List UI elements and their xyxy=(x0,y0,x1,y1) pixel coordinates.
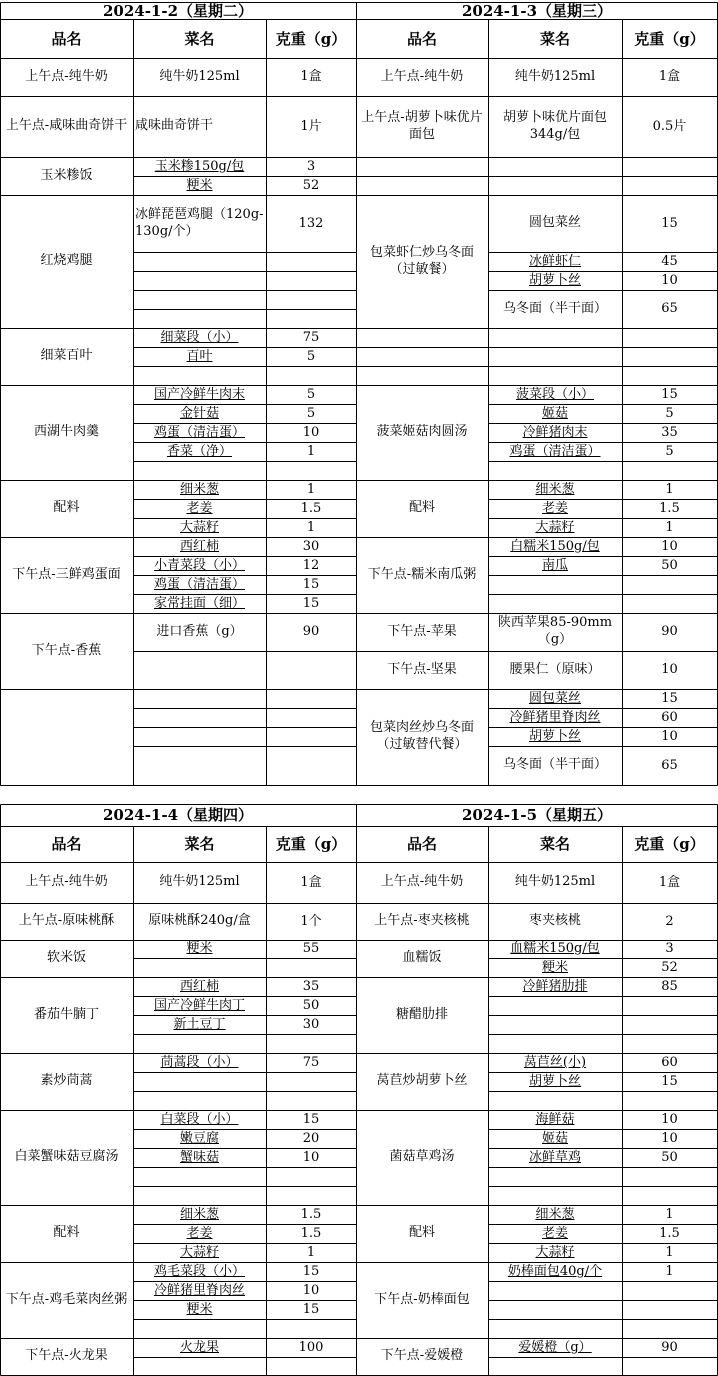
ingredient-weight: 10 xyxy=(661,273,678,288)
ingredient-weight: 5 xyxy=(306,387,316,402)
ingredient-weight: 15 xyxy=(302,596,320,611)
dish-name: 下午点-奶棒面包 xyxy=(374,1291,470,1307)
dish-name: 番茄牛腩丁 xyxy=(33,1006,99,1022)
ingredient-weight: 1.5 xyxy=(659,1226,680,1241)
ingredient-weight: 1.5 xyxy=(659,501,680,516)
ingredient-weight: 10 xyxy=(302,1283,320,1298)
ingredient-name: 枣夹核桃 xyxy=(528,913,581,929)
dish-name: 软米饭 xyxy=(46,950,86,966)
ingredient-name: 菠菜段（小） xyxy=(515,387,594,402)
column-header-dish: 品名 xyxy=(51,835,82,853)
ingredient-weight: 5 xyxy=(306,349,316,364)
ingredient-name: 家常挂面（细） xyxy=(153,596,245,611)
column-header-dish: 品名 xyxy=(51,30,82,48)
ingredient-weight: 55 xyxy=(302,941,320,956)
ingredient-weight: 132 xyxy=(298,216,324,231)
ingredient-weight: 65 xyxy=(661,301,678,316)
ingredient-weight: 1 xyxy=(665,1207,674,1222)
dish-name: 细菜百叶 xyxy=(40,348,93,364)
ingredient-name: 圆包菜丝 xyxy=(528,691,581,706)
ingredient-name: 鸡毛菜段（小） xyxy=(153,1264,245,1279)
ingredient-weight: 1 xyxy=(306,444,316,459)
ingredient-name: 胡萝卜丝 xyxy=(528,1074,581,1089)
dish-name: 红烧鸡腿 xyxy=(40,253,93,269)
ingredient-name: 姬菇 xyxy=(541,406,568,421)
ingredient-weight: 1 xyxy=(665,1245,674,1260)
ingredient-weight: 5 xyxy=(665,444,674,459)
ingredient-weight: 20 xyxy=(302,1131,320,1146)
ingredient-weight: 52 xyxy=(661,960,678,975)
ingredient-name: 海鲜菇 xyxy=(535,1112,575,1127)
ingredient-weight: 15 xyxy=(661,216,678,231)
ingredient-weight: 1盒 xyxy=(300,69,322,84)
day-header-fri: 2024-1-5（星期五） xyxy=(461,806,613,824)
ingredient-weight: 30 xyxy=(302,1017,320,1032)
dish-name: 配料 xyxy=(53,1225,80,1241)
dish-name: 糖醋肋排 xyxy=(395,1006,448,1022)
column-header-ingredient: 菜名 xyxy=(184,835,215,853)
ingredient-name: 爱媛橙（g） xyxy=(518,1340,592,1355)
ingredient-name: 大蒜籽 xyxy=(535,520,575,535)
ingredient-name: 粳米 xyxy=(186,1302,213,1317)
ingredient-name: 奶棒面包40g/个 xyxy=(507,1264,603,1279)
dish-name: 上午点-咸味曲奇饼干 xyxy=(5,118,128,134)
ingredient-name: 白糯米150g/包 xyxy=(510,539,600,554)
ingredient-weight: 3 xyxy=(306,159,316,174)
ingredient-weight: 90 xyxy=(302,624,320,639)
ingredient-weight: 85 xyxy=(661,979,678,994)
dish-name: 上午点-原味桃酥 xyxy=(18,913,115,929)
dish-name: 下午点-鸡毛菜肉丝粥 xyxy=(5,1291,128,1307)
ingredient-weight: 1 xyxy=(665,520,674,535)
ingredient-name: 冷鲜猪里脊肉丝 xyxy=(153,1283,245,1298)
ingredient-weight: 0.5片 xyxy=(652,119,687,134)
ingredient-name: 胡萝卜丝 xyxy=(528,273,581,288)
day-header-wed: 2024-1-3（星期三） xyxy=(461,2,613,20)
dish-name: 下午点-火龙果 xyxy=(25,1348,108,1364)
ingredient-name: 蟹味菇 xyxy=(179,1150,219,1165)
ingredient-weight: 1 xyxy=(306,1245,316,1260)
dish-name: 上午点-纯牛奶 xyxy=(25,68,108,84)
ingredient-name: 冷鲜猪肋排 xyxy=(522,979,588,994)
ingredient-name: 火龙果 xyxy=(179,1340,219,1355)
ingredient-weight: 10 xyxy=(661,539,678,554)
column-header-ingredient: 菜名 xyxy=(539,835,570,853)
ingredient-weight: 15 xyxy=(661,691,678,706)
ingredient-name: 纯牛奶125ml xyxy=(159,68,240,84)
ingredient-name: 大蒜籽 xyxy=(179,1245,219,1260)
ingredient-name: 纯牛奶125ml xyxy=(514,68,596,84)
dish-name: 下午点-爱媛橙 xyxy=(380,1348,464,1364)
ingredient-weight: 5 xyxy=(665,406,674,421)
ingredient-name: 莴苣丝(小) xyxy=(523,1055,587,1070)
ingredient-name: 白菜段（小） xyxy=(160,1112,239,1127)
ingredient-name: 胡萝卜味优片面包344g/包 xyxy=(502,109,607,142)
ingredient-weight: 1盒 xyxy=(300,875,322,890)
ingredient-weight: 1.5 xyxy=(300,1226,322,1241)
ingredient-name: 鸡蛋（清洁蛋） xyxy=(509,444,601,459)
ingredient-name: 粳米 xyxy=(186,178,213,193)
ingredient-name: 冰鲜琵琶鸡腿（120g-130g/个） xyxy=(135,206,264,239)
dish-name: 包菜虾仁炒乌冬面（过敏餐） xyxy=(369,244,474,277)
ingredient-name: 金针菇 xyxy=(179,406,219,421)
ingredient-weight: 5 xyxy=(306,406,316,421)
ingredient-name: 玉米糁150g/包 xyxy=(154,159,245,174)
ingredient-name: 冷鲜猪里脊肉丝 xyxy=(509,710,601,725)
ingredient-name: 细米葱 xyxy=(535,482,575,497)
dish-name: 下午点-香蕉 xyxy=(31,642,102,658)
ingredient-name: 冷鲜猪肉末 xyxy=(522,425,588,440)
dish-name: 包菜肉丝炒乌冬面（过敏替代餐） xyxy=(369,720,474,752)
ingredient-name: 冰鲜虾仁 xyxy=(528,254,581,269)
ingredient-name: 粳米 xyxy=(541,960,568,975)
dish-name: 玉米糁饭 xyxy=(40,167,93,183)
dish-name: 菠菜姬菇肉圆汤 xyxy=(376,424,468,440)
ingredient-weight: 45 xyxy=(661,254,678,269)
ingredient-weight: 1盒 xyxy=(658,69,681,84)
column-header-ingredient: 菜名 xyxy=(539,30,570,48)
ingredient-name: 西红柿 xyxy=(179,539,219,554)
ingredient-name: 细米葱 xyxy=(179,1207,219,1222)
ingredient-name: 国产冷鲜牛肉丁 xyxy=(153,998,245,1013)
dish-name: 下午点-苹果 xyxy=(387,623,457,639)
ingredient-name: 细菜段（小） xyxy=(160,330,239,345)
ingredient-weight: 50 xyxy=(302,998,320,1013)
ingredient-weight: 100 xyxy=(298,1340,324,1355)
dish-name: 莴苣炒胡萝卜丝 xyxy=(376,1073,468,1089)
ingredient-weight: 1 xyxy=(306,520,316,535)
ingredient-name: 老姜 xyxy=(186,1226,213,1241)
ingredient-weight: 2 xyxy=(665,914,674,929)
ingredient-weight: 35 xyxy=(661,425,678,440)
ingredient-name: 乌冬面（半干面） xyxy=(502,757,607,773)
ingredient-name: 老姜 xyxy=(541,501,568,516)
ingredient-name: 乌冬面（半干面） xyxy=(502,300,607,316)
ingredient-weight: 35 xyxy=(302,979,320,994)
ingredient-weight: 50 xyxy=(661,558,678,573)
dish-name: 菌菇草鸡汤 xyxy=(389,1149,455,1165)
ingredient-name: 小青菜段（小） xyxy=(153,558,245,573)
ingredient-weight: 65 xyxy=(661,758,678,773)
ingredient-name: 粳米 xyxy=(186,941,213,956)
ingredient-weight: 12 xyxy=(302,558,320,573)
dish-name: 配料 xyxy=(408,1225,435,1241)
ingredient-weight: 15 xyxy=(302,1112,320,1127)
dish-name: 素炒茼蒿 xyxy=(40,1073,93,1089)
ingredient-name: 香菜（净） xyxy=(166,444,232,459)
ingredient-name: 纯牛奶125ml xyxy=(514,874,596,890)
ingredient-weight: 30 xyxy=(302,539,320,554)
ingredient-weight: 15 xyxy=(302,577,320,592)
ingredient-weight: 1 xyxy=(665,1264,674,1279)
ingredient-name: 西红柿 xyxy=(179,979,219,994)
ingredient-weight: 15 xyxy=(302,1302,320,1317)
ingredient-name: 鸡蛋（清洁蛋） xyxy=(153,577,245,592)
ingredient-name: 南瓜 xyxy=(541,558,568,573)
ingredient-name: 腰果仁（原味） xyxy=(509,661,601,677)
column-header-weight: 克重（g） xyxy=(634,835,705,853)
ingredient-weight: 15 xyxy=(661,387,678,402)
ingredient-weight: 10 xyxy=(661,662,678,677)
ingredient-weight: 10 xyxy=(302,1150,320,1165)
dish-name: 白菜蟹味菇豆腐汤 xyxy=(14,1149,119,1165)
ingredient-weight: 75 xyxy=(302,1055,320,1070)
column-header-dish: 品名 xyxy=(406,30,437,48)
ingredient-weight: 60 xyxy=(661,710,678,725)
ingredient-name: 姬菇 xyxy=(541,1131,568,1146)
ingredient-name: 冰鲜草鸡 xyxy=(528,1150,581,1165)
dish-name: 下午点-糯米南瓜粥 xyxy=(367,566,477,582)
ingredient-name: 原味桃酥240g/盒 xyxy=(148,913,251,929)
day-header-tue: 2024-1-2（星期二） xyxy=(102,2,254,20)
ingredient-name: 大蒜籽 xyxy=(179,520,219,535)
ingredient-name: 胡萝卜丝 xyxy=(528,729,581,744)
ingredient-weight: 1 xyxy=(306,482,316,497)
ingredient-name: 细米葱 xyxy=(535,1207,575,1222)
ingredient-weight: 1.5 xyxy=(300,1207,322,1222)
dish-name: 上午点-纯牛奶 xyxy=(380,68,464,84)
dish-name: 上午点-纯牛奶 xyxy=(380,874,464,890)
ingredient-weight: 1 xyxy=(665,482,674,497)
ingredient-name: 咸味曲奇饼干 xyxy=(135,118,214,134)
ingredient-name: 纯牛奶125ml xyxy=(159,874,240,890)
ingredient-weight: 1盒 xyxy=(658,875,681,890)
ingredient-weight: 50 xyxy=(661,1150,678,1165)
dish-name: 上午点-胡萝卜味优片面包 xyxy=(361,109,483,142)
ingredient-weight: 1片 xyxy=(300,119,322,134)
ingredient-weight: 10 xyxy=(661,1131,678,1146)
day-header-thu: 2024-1-4（星期四） xyxy=(102,806,254,824)
ingredient-name: 新土豆丁 xyxy=(173,1017,226,1032)
ingredient-name: 细米葱 xyxy=(179,482,219,497)
ingredient-weight: 10 xyxy=(661,1112,678,1127)
ingredient-weight: 15 xyxy=(661,1074,678,1089)
column-header-dish: 品名 xyxy=(406,835,437,853)
ingredient-name: 进口香蕉（g） xyxy=(156,623,243,639)
ingredient-weight: 90 xyxy=(661,624,678,639)
column-header-ingredient: 菜名 xyxy=(184,30,215,48)
ingredient-name: 老姜 xyxy=(186,501,213,516)
dish-name: 上午点-纯牛奶 xyxy=(25,874,108,890)
dish-name: 配料 xyxy=(408,500,435,516)
column-header-weight: 克重（g） xyxy=(275,30,347,48)
ingredient-weight: 15 xyxy=(302,1264,320,1279)
ingredient-name: 陕西苹果85-90mm（g） xyxy=(497,615,613,647)
ingredient-weight: 60 xyxy=(661,1055,678,1070)
dish-name: 配料 xyxy=(53,500,80,516)
dish-name: 下午点-坚果 xyxy=(387,661,457,677)
ingredient-weight: 1.5 xyxy=(300,501,322,516)
ingredient-name: 圆包菜丝 xyxy=(528,215,581,231)
ingredient-weight: 10 xyxy=(302,425,320,440)
ingredient-weight: 90 xyxy=(661,1340,678,1355)
column-header-weight: 克重（g） xyxy=(275,835,347,853)
ingredient-name: 国产冷鲜牛肉末 xyxy=(153,387,245,402)
ingredient-weight: 75 xyxy=(302,330,320,345)
ingredient-name: 血糯米150g/包 xyxy=(510,941,600,956)
ingredient-weight: 3 xyxy=(665,941,674,956)
ingredient-name: 茼蒿段（小） xyxy=(160,1055,239,1070)
ingredient-name: 嫩豆腐 xyxy=(179,1131,219,1146)
ingredient-name: 老姜 xyxy=(541,1226,568,1241)
ingredient-weight: 52 xyxy=(302,178,320,193)
dish-name: 下午点-三鲜鸡蛋面 xyxy=(12,566,121,582)
ingredient-weight: 10 xyxy=(661,729,678,744)
dish-name: 西湖牛肉羹 xyxy=(33,424,99,440)
ingredient-name: 大蒜籽 xyxy=(535,1245,575,1260)
ingredient-name: 百叶 xyxy=(186,349,213,364)
ingredient-name: 鸡蛋（清洁蛋） xyxy=(153,425,245,440)
dish-name: 血糯饭 xyxy=(402,950,442,966)
dish-name: 上午点-枣夹核桃 xyxy=(374,913,470,929)
ingredient-weight: 1个 xyxy=(300,914,322,929)
column-header-weight: 克重（g） xyxy=(634,30,705,48)
